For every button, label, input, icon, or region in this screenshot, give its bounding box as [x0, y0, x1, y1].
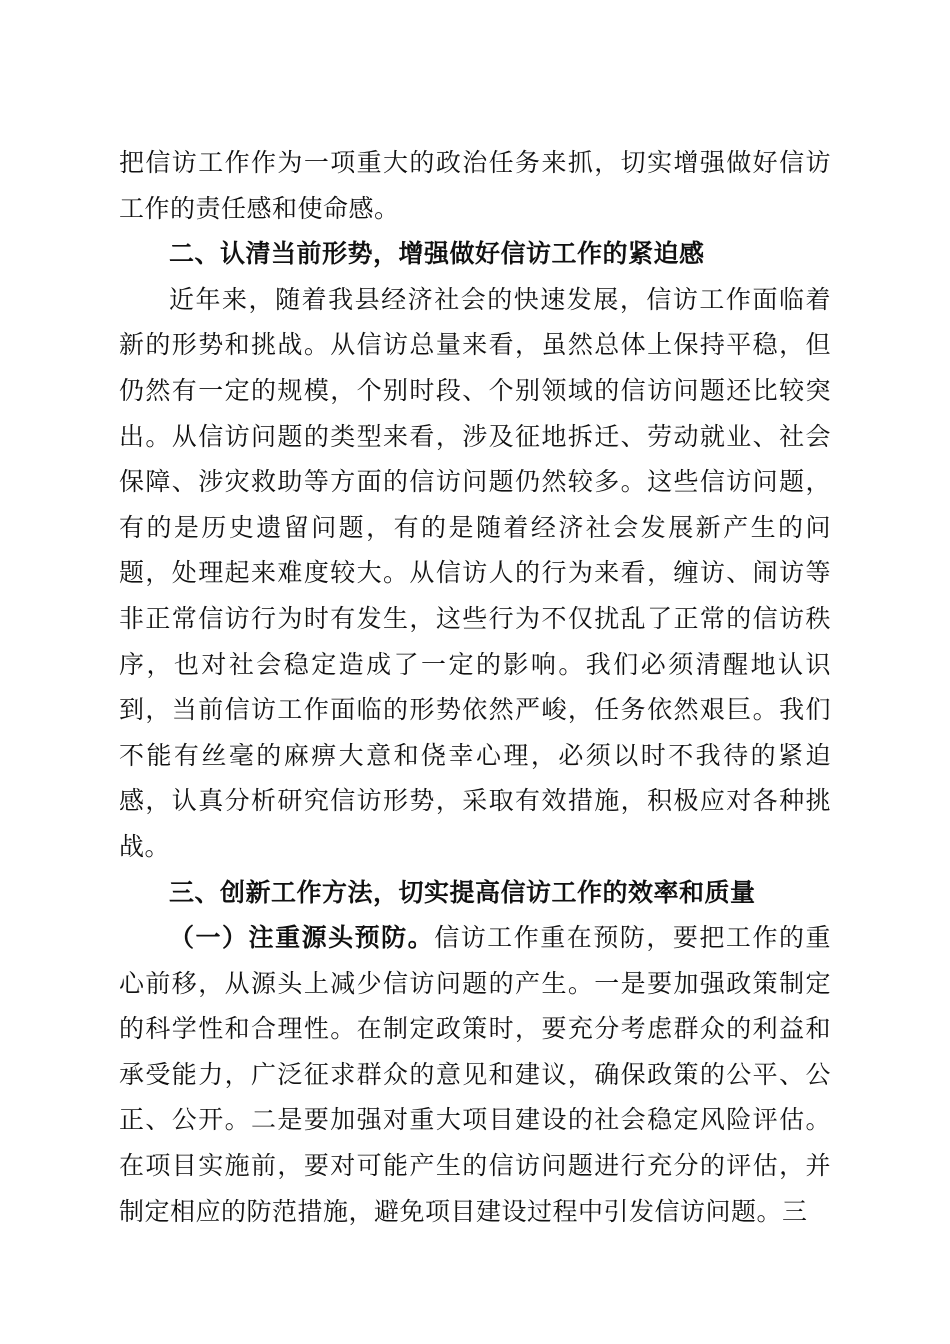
- document-body: [119, 140, 831, 1234]
- paragraph-source-prevention: [119, 915, 831, 1234]
- paragraph-source-prevention-body: 信访工作重在预防，要把工作的重心前移，从源头上减少信访问题的产生。一是要加强政策制定的科学性和合理性。在制定政策时，要充分考虑群众的利益和承受能力，广泛征求群众的意见和建议，确保政策的公平、公正、公开。二是要加强对重大项目建设的社会稳定风险评估。在项目实施前，要对可能产生的信访问题进行充分的评估，并制定相应的防范措施，避免项目建设过程中引发信访问题。三: [119, 923, 831, 1226]
- paragraph-continuation: 把信访工作作为一项重大的政治任务来抓，切实增强做好信访工作的责任感和使命感。: [119, 148, 831, 223]
- subsection-heading-1: （一）注重源头预防。: [169, 923, 435, 953]
- paragraph-situation: 近年来，随着我县经济社会的快速发展，信访工作面临着新的形势和挑战。从信访总量来看，虽然总体上保持平稳，但仍然有一定的规模，个别时段、个别领域的信访问题还比较突出。从信访问题的类型来看，涉及征地拆迁、劳动就业、社会保障、涉灾救助等方面的信访问题仍然较多。这些信访问题，有的是历史遗留问题，有的是随着经济社会发展新产生的问题，处理起来难度较大。从信访人的行为来看，缠访、闹访等非正常信访行为时有发生，这些行为不仅扰乱了正常的信访秩序，也对社会稳定造成了一定的影响。我们必须清醒地认识到，当前信访工作面临的形势依然严峻，任务依然艰巨。我们不能有丝毫的麻痹大意和侥幸心理，必须以时不我待的紧迫感，认真分析研究信访形势，采取有效措施，积极应对各种挑战。: [119, 284, 831, 861]
- section-heading-2: 二、认清当前形势，增强做好信访工作的紧迫感: [169, 239, 705, 269]
- section-heading-3: 三、创新工作方法，切实提高信访工作的效率和质量: [169, 877, 756, 907]
